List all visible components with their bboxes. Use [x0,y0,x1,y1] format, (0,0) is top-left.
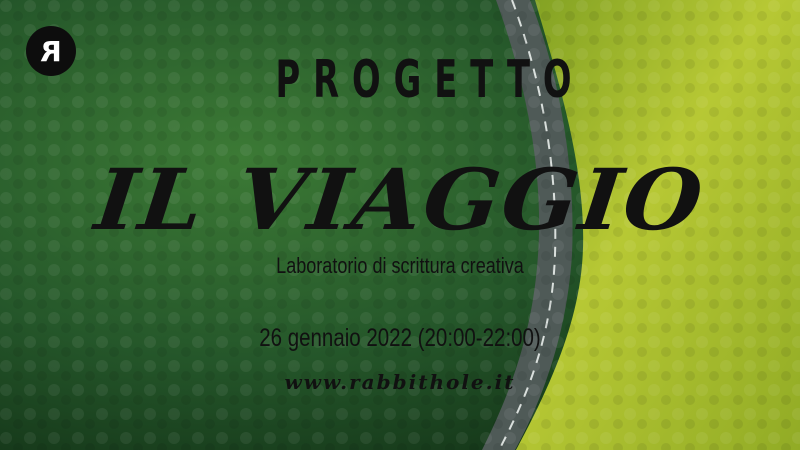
rabbithole-logo: R [26,26,76,76]
event-date: 26 gennaio 2022 (20:00-22:00) [259,324,541,352]
kicker-heading: PROGETTO [275,50,585,110]
poster-subtitle: Laboratorio di scrittura creativa [276,253,524,278]
poster-title: IL VIAGGIO [90,150,710,249]
website-url[interactable]: www.rabbithole.it [284,370,516,394]
